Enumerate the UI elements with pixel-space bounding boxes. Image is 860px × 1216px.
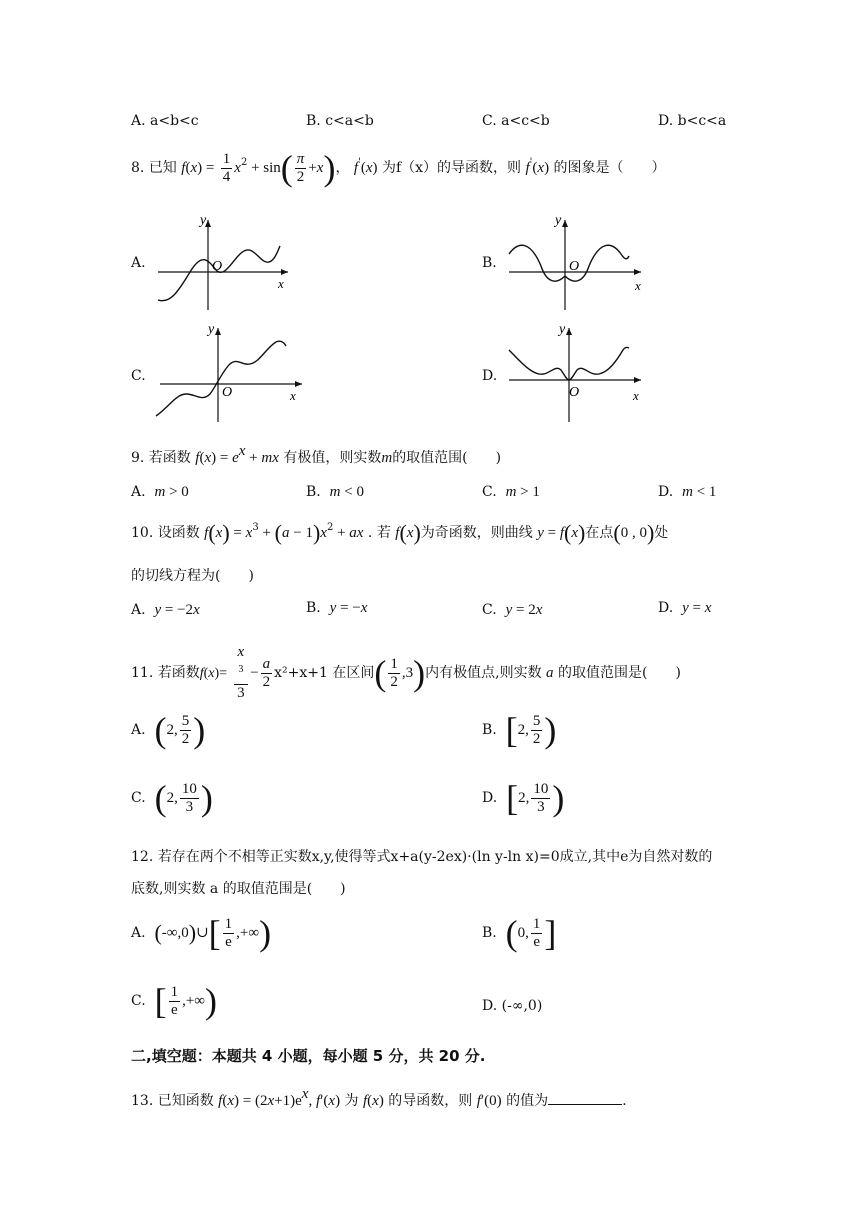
q12-stem-line2: 底数,则实数 a 的取值范围是( ) xyxy=(131,881,346,897)
q10-option-d: D. y = x xyxy=(658,600,712,616)
q10-stem-line2: 的切线方程为( ) xyxy=(131,568,254,584)
q8-a-x-label: x xyxy=(278,276,284,291)
q7-option-c: C. a<c<b xyxy=(482,113,550,129)
q8-d-origin: O xyxy=(569,385,580,400)
q8-c-x-label: x xyxy=(290,388,296,403)
q7-option-a: A. a<b<c xyxy=(131,113,199,129)
q8-option-a-label: A. xyxy=(131,255,146,271)
q12-option-d: D. (-∞,0) xyxy=(482,998,543,1014)
q12-stem-line1: 12. 若存在两个不相等正实数x,y,使得等式x+a(y-2ex)·(ln y-ln x)=0成立,其中e为自然对数的 xyxy=(131,849,713,865)
q11-stem: 11. 若函数f(x)= x $^3$ 3 − $\frac{a}{2}$ x²+x+1 在区间( $\frac{1}{2}$ ,3)内有极值点,则实数 a 的取值范围是( ) xyxy=(131,644,681,701)
q11-option-a: A. (2, $\frac{5}{2}$ ) xyxy=(131,710,206,750)
q8-b-origin: O xyxy=(569,259,580,274)
q12-option-a: A. (-∞,0)∪[ $\frac{1}{e}$ ,+∞) xyxy=(131,913,272,953)
q8-option-d-label: D. xyxy=(482,368,498,384)
q8-c-y-label: y xyxy=(208,322,215,337)
q9-option-a: A. m > 0 xyxy=(131,484,189,500)
q8-d-x-label: x xyxy=(633,388,639,403)
q8-graph-a xyxy=(150,212,295,312)
q8-option-b-label: B. xyxy=(482,255,497,271)
section-heading: 二,填空题：本题共 4 小题，每小题 5 分，共 20 分. xyxy=(131,1047,486,1065)
q8-b-y-label: y xyxy=(555,213,562,228)
q9-option-c: C. m > 1 xyxy=(482,484,540,500)
q10-option-c: C. y = 2x xyxy=(482,602,543,618)
q7-option-d: D. b<c<a xyxy=(658,113,727,129)
q7-option-b: B. c<a<b xyxy=(306,113,374,129)
q9-option-d: D. m < 1 xyxy=(658,484,717,500)
q8-a-y-label: y xyxy=(200,213,207,228)
q13-stem: 13. 已知函数 $f(x) = (2x+1)e^x$, f′(x) 为 f(x) 的导函数，则 f′(0) 的值为 . xyxy=(131,1086,627,1109)
q8-b-x-label: x xyxy=(635,278,641,293)
q8-c-origin: O xyxy=(222,385,233,400)
q8-a-origin: O xyxy=(212,259,223,274)
q10-option-a: A. y = −2x xyxy=(131,602,200,618)
q12-option-c: C. [ $\frac{1}{e}$ ,+∞) xyxy=(131,981,217,1021)
q8-option-c-label: C. xyxy=(131,368,146,384)
q8-graph-b xyxy=(503,212,648,312)
q10-option-b: B. y = −x xyxy=(306,600,368,616)
q12-option-b: B. (0, $\frac{1}{e}$ ] xyxy=(482,913,557,953)
q9-stem: 9. 若函数 $f(x) = e^x$ + mx 有极值，则实数m的取值范围( ) xyxy=(131,443,502,466)
q11-option-c: C. (2, $\frac{10}{3}$ ) xyxy=(131,778,213,818)
q10-stem: 10. 设函数 $f(x) = x^3 + (a - 1)x^2$ + ax . 若 f(x)为奇函数，则曲线 y = f(x)在点(0 , 0)处 xyxy=(131,520,669,545)
q8-stem: 8. 已知 f(x) = $\frac{1}{4}$ $x^2 + \sin$( $\frac{\pi}{2}$ +x)， f'(x) 为f（x）的导函数，则 f'(x) 的图象是（ ） xyxy=(131,148,666,188)
q11-option-d: D. [2, $\frac{10}{3}$ ) xyxy=(482,778,565,818)
answer-blank[interactable] xyxy=(548,1092,622,1105)
q11-option-b: B. [2, $\frac{5}{2}$ ) xyxy=(482,710,557,750)
q8-d-y-label: y xyxy=(559,322,566,337)
q8-graph-d xyxy=(503,320,648,425)
q9-option-b: B. m < 0 xyxy=(306,484,364,500)
q8-graph-c xyxy=(150,320,310,425)
